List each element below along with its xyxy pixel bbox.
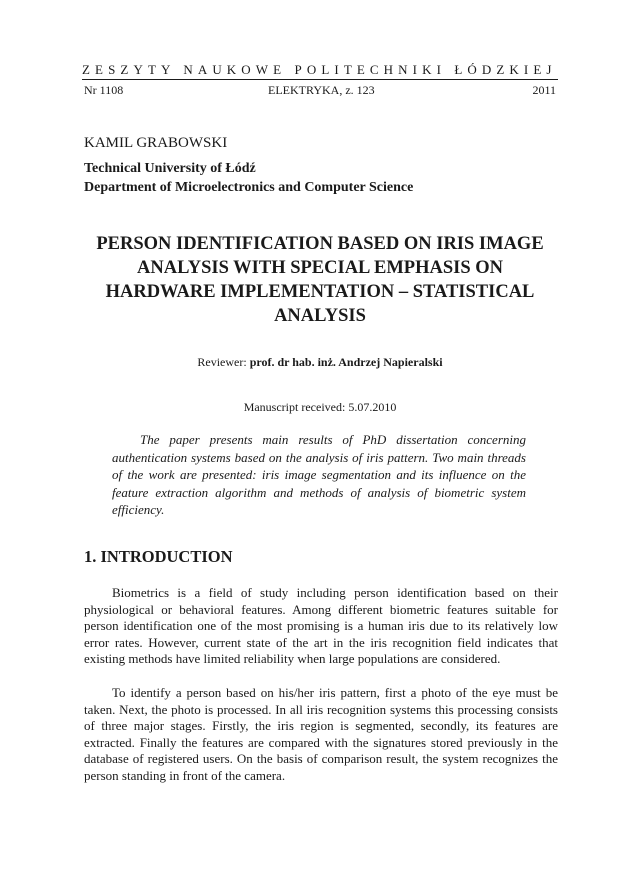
journal-series: ELEKTRYKA, z. 123 xyxy=(268,83,375,97)
paper-title: PERSON IDENTIFICATION BASED ON IRIS IMAGE ANALYSIS WITH SPECIAL EMPHASIS ON HARDWARE IMPLEMENTATION – STATISTICAL ANALYSIS xyxy=(96,234,544,326)
author-name: KAMIL GRABOWSKI xyxy=(84,135,228,151)
publication-year: 2011 xyxy=(532,83,556,97)
reviewer-line xyxy=(82,355,558,370)
reviewer-label: Reviewer: xyxy=(197,355,247,369)
body-paragraph: Biometrics is a field of study including person identification based on their physiological or behavioral features. Among different biometric features suitable for person identification one of the most promising is a human iris due to its relatively low error rates. However, current state of the art in the iris recognition field indicates that existing methods have limited reliability when large populations are considered. xyxy=(84,585,558,667)
journal-title: ZESZYTY NAUKOWE POLITECHNIKI ŁÓDZKIEJ xyxy=(82,62,557,77)
section-heading: 1. INTRODUCTION xyxy=(84,547,233,566)
reviewer-name: prof. dr hab. inż. Andrzej Napieralski xyxy=(249,355,443,369)
affiliation-university: Technical University of Łódź xyxy=(84,161,256,176)
abstract: The paper presents main results of PhD dissertation concerning authentication systems based on the analysis of iris pattern. Two main threads of the work are presented: iris image segmentation and its influence on the feature extraction algorithm and methods of analysis of biometric system efficiency. xyxy=(112,432,526,517)
issue-number: Nr 1108 xyxy=(84,83,124,97)
affiliation-department: Department of Microelectronics and Computer Science xyxy=(84,180,414,195)
manuscript-received: Manuscript received: 5.07.2010 xyxy=(243,400,397,414)
body-paragraph: To identify a person based on his/her iris pattern, first a photo of the eye must be taken. Next, the photo is processed. In all iris recognition systems this processing consists of three major stages. Firstly, the iris region is segmented, secondly, its features are extracted. Finally the features are compared with the signatures stored previously in the database of registered users. On the basis of comparison result, the system recognizes the person standing in front of the camera. xyxy=(84,685,558,783)
header-rule xyxy=(82,79,558,80)
